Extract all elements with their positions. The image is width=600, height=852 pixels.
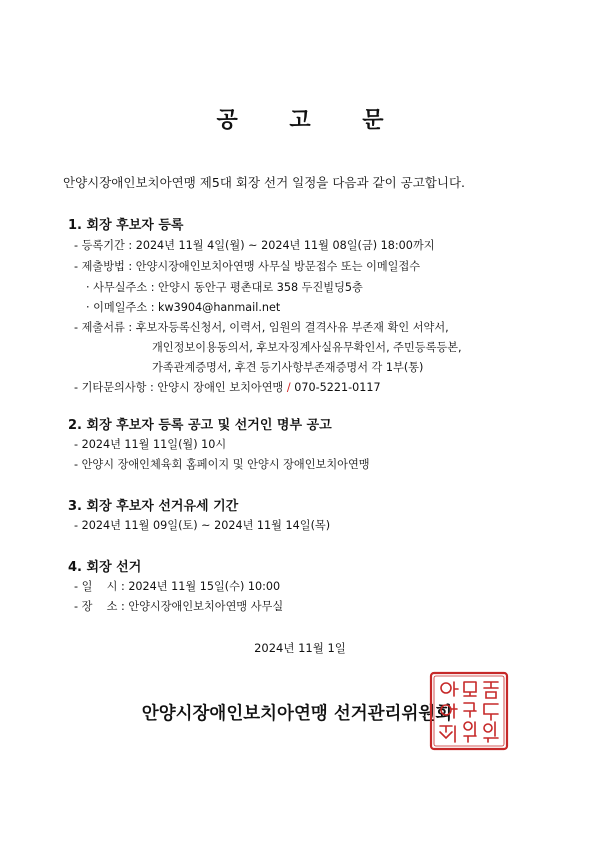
intro-text: 안양시장애인보치아연맹 제5대 회장 선거 일정을 다음과 같이 공고합니다. [63,175,465,190]
email-address: · 이메일주소 : kw3904@hanmail.net [86,301,281,314]
section-3-heading: 3. 회장 후보자 선거유세 기간 [68,499,239,514]
contact-separator: / [286,381,291,394]
election-place: - 장 소 : 안양시장애인보치아연맹 사무실 [74,600,284,613]
notice-date: - 2024년 11월 11일(월) 10시 [74,438,227,451]
campaign-period: - 2024년 11월 09일(토) ~ 2024년 11월 14일(목) [74,519,331,532]
documents-line-2: 개인정보이용동의서, 후보자징계사실유무확인서, 주민등록등본, [152,341,462,354]
documents-line-3: 가족관계증명서, 후견 등기사항부존재증명서 각 1부(통) [152,361,424,374]
submission-method: - 제출방법 : 안양시장애인보치아연맹 사무실 방문접수 또는 이메일접수 [74,260,421,273]
page-title: 공 고 문 [216,108,406,133]
documents-line-1: - 제출서류 : 후보자등록신청서, 이력서, 임원의 결격사유 부존재 확인 서약서, [74,321,449,334]
section-1-heading: 1. 회장 후보자 등록 [68,218,184,233]
election-datetime: - 일 시 : 2024년 11월 15일(수) 10:00 [74,580,281,593]
section-2-heading: 2. 회장 후보자 등록 공고 및 선거인 명부 공고 [68,418,332,433]
contact-label: - 기타문의사항 : 안양시 장애인 보치아연맹 [74,381,287,394]
office-address: · 사무실주소 : 안양시 동안구 평촌대로 358 두진빌딩5층 [86,281,363,294]
contact-phone: 070-5221-0117 [290,381,381,394]
organization-name: 안양시장애인보치아연맹 선거관리위원회 [141,704,453,724]
contact-line [74,379,381,395]
registration-period: - 등록기간 : 2024년 11월 4일(월) ~ 2024년 11월 08일(금) 18:00까지 [74,239,435,252]
notice-location: - 안양시 장애인체육회 홈페이지 및 안양시 장애인보치아연맹 [74,458,370,471]
announcement-date: 2024년 11월 1일 [254,641,346,655]
section-4-heading: 4. 회장 선거 [68,560,142,575]
official-seal [428,670,510,752]
